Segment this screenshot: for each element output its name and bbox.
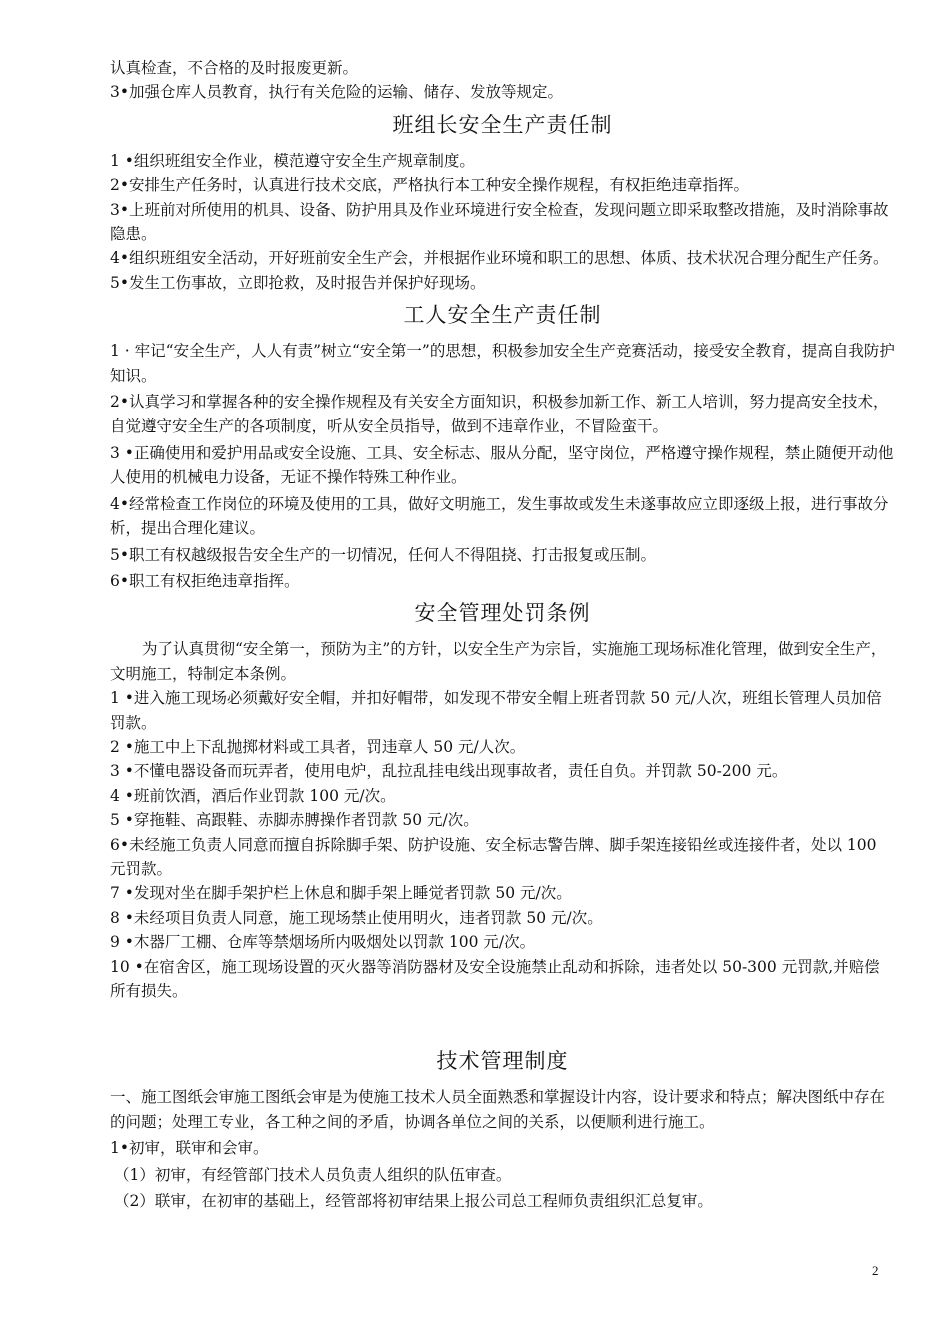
section-worker-responsibility: [110, 301, 895, 593]
paragraph: 3•上班前对所使用的机具、设备、防护用具及作业环境进行安全检查，发现问题立即采取整改措施，及时消除事故隐患。: [110, 200, 889, 244]
paragraph: 认真检查，不合格的及时报废更新。: [110, 59, 359, 77]
paragraph: 2 •施工中上下乱抛掷材料或工具者，罚违章人 50 元/人次。: [110, 737, 526, 756]
paragraph: 3 •不懂电器设备而玩弄者，使用电炉，乱拉乱挂电线出现事故者，责任自负。并罚款 50-200 元。: [110, 762, 788, 781]
paragraph: 1•初审，联审和会审。: [110, 1139, 269, 1158]
section-title: 技术管理制度: [436, 1049, 569, 1074]
page-number: 2: [872, 1263, 879, 1278]
section-title: 安全管理处罚条例: [414, 601, 591, 626]
paragraph: 1 •进入施工现场必须戴好安全帽，并扣好帽带，如发现不带安全帽上班者罚款 50 元/人次，班组长管理人员加倍罚款。: [110, 689, 882, 732]
paragraph: 2•安排生产任务时，认真进行技术交底，严格执行本工种安全操作规程，有权拒绝违章指挥。: [110, 176, 750, 195]
paragraph: 4 •班前饮酒，酒后作业罚款 100 元/次。: [110, 786, 396, 805]
paragraph: 1 •组织班组安全作业，模范遵守安全生产规章制度。: [110, 151, 475, 170]
paragraph: 4•经常检查工作岗位的环境及使用的工具，做好文明施工，发生事故或发生未遂事故应立即逐级上报，进行事故分析，提出合理化建议。: [110, 494, 889, 538]
section-team-leader-responsibility: [110, 111, 895, 295]
section-title: 班组长安全生产责任制: [392, 112, 613, 137]
paragraph: 5•发生工伤事故，立即抢救，及时报告并保护好现场。: [110, 273, 486, 292]
paragraph: （2）联审，在初审的基础上，经管部将初审结果上报公司总工程师负责组织汇总复审。: [114, 1192, 713, 1211]
paragraph: 一、施工图纸会审施工图纸会审是为使施工技术人员全面熟悉和掌握设计内容，设计要求和特点；解决图纸中存在的问题；处理工专业，各工种之间的矛盾，协调各单位之间的关系，以便顺利进行施工。: [110, 1088, 886, 1131]
section-safety-penalty-rules: [110, 599, 895, 1003]
document-page: [110, 56, 895, 1213]
section-technical-management: [110, 1047, 895, 1213]
paragraph: 4•组织班组安全活动，开好班前安全生产会，并根据作业环境和职工的思想、体质、技术状况合理分配生产任务。: [110, 249, 889, 268]
lead-paragraph: 为了认真贯彻“安全第一，预防为主”的方针，以安全生产为宗旨，实施施工现场标准化管理，做到安全生产，文明施工，特制定本条例。: [110, 640, 887, 683]
paragraph: 6•职工有权拒绝违章指挥。: [110, 571, 300, 590]
intro-block: [110, 56, 895, 105]
section-spacer: [110, 1003, 895, 1041]
paragraph: （1）初审，有经管部门技术人员负责人组织的队伍审查。: [114, 1165, 512, 1184]
paragraph: 5 •穿拖鞋、高跟鞋、赤脚赤膊操作者罚款 50 元/次。: [110, 811, 479, 830]
paragraph: 9 •木器厂工棚、仓库等禁烟场所内吸烟处以罚款 100 元/次。: [110, 933, 536, 952]
paragraph: 8 •未经项目负责人同意，施工现场禁止使用明火，违者罚款 50 元/次。: [110, 908, 603, 927]
paragraph: 3•加强仓库人员教育，执行有关危险的运输、储存、发放等规定。: [110, 83, 564, 102]
paragraph: 2•认真学习和掌握各种的安全操作规程及有关安全方面知识，积极参加新工作、新工人培训，努力提高安全技术，自觉遵守安全生产的各项制度，听从安全员指导，做到不违章作业，不冒险蛮干。: [110, 393, 889, 436]
paragraph: 3 •正确使用和爱护用品或安全设施、工具、安全标志、服从分配，坚守岗位，严格遵守操作规程，禁止随便开动他人使用的机械电力设备，无证不操作特殊工种作业。: [110, 443, 894, 487]
paragraph: 6•未经施工负责人同意而擅自拆除脚手架、防护设施、安全标志警告牌、脚手架连接铅丝或连接件者，处以 100 元罚款。: [110, 835, 877, 878]
paragraph: 7 •发现对坐在脚手架护栏上休息和脚手架上睡觉者罚款 50 元/次。: [110, 884, 572, 903]
paragraph: 10 •在宿舍区，施工现场设置的灭火器等消防器材及安全设施禁止乱动和拆除，违者处以 50-300 元罚款,并赔偿所有损失。: [110, 957, 880, 1000]
paragraph: 1 · 牢记“安全生产，人人有责”树立“安全第一”的思想，积极参加安全生产竞赛活动，接受安全教育，提高自我防护知识。: [110, 342, 895, 385]
section-title: 工人安全生产责任制: [403, 303, 602, 328]
paragraph: 5•职工有权越级报告安全生产的一切情况，任何人不得阻挠、打击报复或压制。: [110, 545, 657, 564]
